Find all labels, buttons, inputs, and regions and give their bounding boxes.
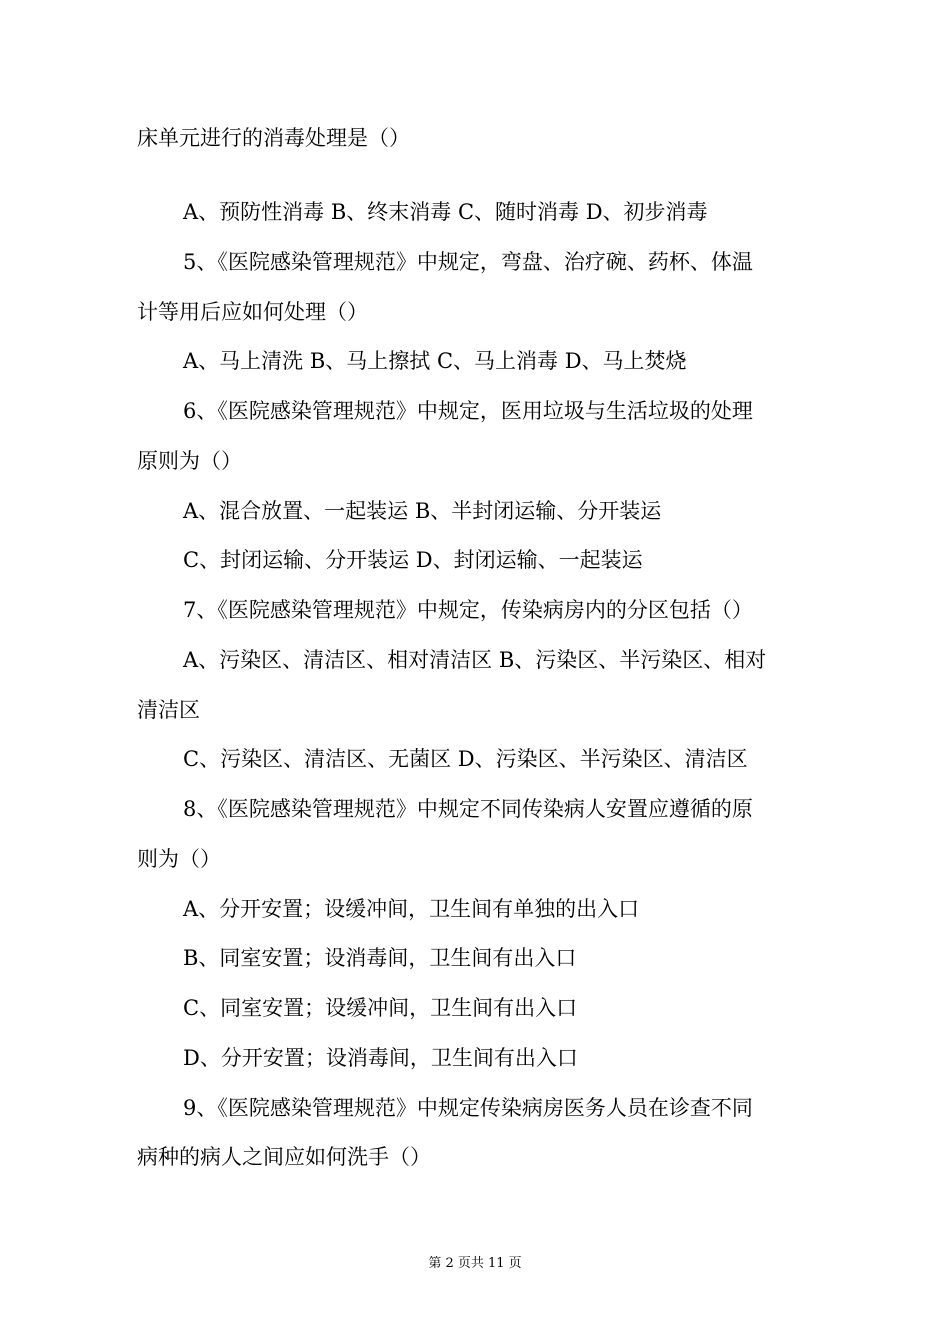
question-5-line-1: 5、《医院感染管理规范》中规定，弯盘、治疗碗、药杯、体温 <box>183 250 753 274</box>
option-line-q6-cd: C、封闭运输、分开装运 D、封闭运输、一起装运 <box>183 548 643 572</box>
page-number-footer: 第 2 页共 11 页 <box>428 1256 522 1271</box>
text-line-1: 床单元进行的消毒处理是（） <box>137 126 410 150</box>
question-6-line-1: 6、《医院感染管理规范》中规定，医用垃圾与生活垃圾的处理 <box>183 399 753 423</box>
question-6-line-2: 原则为（） <box>137 449 242 473</box>
option-line-q8-b: B、同室安置；设消毒间，卫生间有出入口 <box>183 946 577 970</box>
option-line-q8-d: D、分开安置；设消毒间，卫生间有出入口 <box>183 1046 578 1070</box>
question-8-line-1: 8、《医院感染管理规范》中规定不同传染病人安置应遵循的原 <box>183 797 753 821</box>
option-line-q8-c: C、同室安置；设缓冲间，卫生间有出入口 <box>183 996 578 1020</box>
option-line-q5: A、马上清洗 B、马上擦拭 C、马上消毒 D、马上焚烧 <box>183 349 687 373</box>
question-8-line-2: 则为（） <box>137 847 221 871</box>
option-line-q4: A、预防性消毒 B、终末消毒 C、随时消毒 D、初步消毒 <box>183 200 708 224</box>
option-line-q8-a: A、分开安置；设缓冲间，卫生间有单独的出入口 <box>183 897 640 921</box>
question-7-line-1: 7、《医院感染管理规范》中规定，传染病房内的分区包括（） <box>183 598 753 622</box>
option-line-q7-ab-1: A、污染区、清洁区、相对清洁区 B、污染区、半污染区、相对 <box>183 648 767 672</box>
question-9-line-1: 9、《医院感染管理规范》中规定传染病房医务人员在诊查不同 <box>183 1096 753 1120</box>
question-5-line-2: 计等用后应如何处理（） <box>137 300 368 324</box>
option-line-q6-ab: A、混合放置、一起装运 B、半封闭运输、分开装运 <box>183 499 662 523</box>
question-9-line-2: 病种的病人之间应如何洗手（） <box>137 1145 431 1169</box>
option-line-q7-ab-2: 清洁区 <box>137 698 200 722</box>
option-line-q7-cd: C、污染区、清洁区、无菌区 D、污染区、半污染区、清洁区 <box>183 747 748 771</box>
